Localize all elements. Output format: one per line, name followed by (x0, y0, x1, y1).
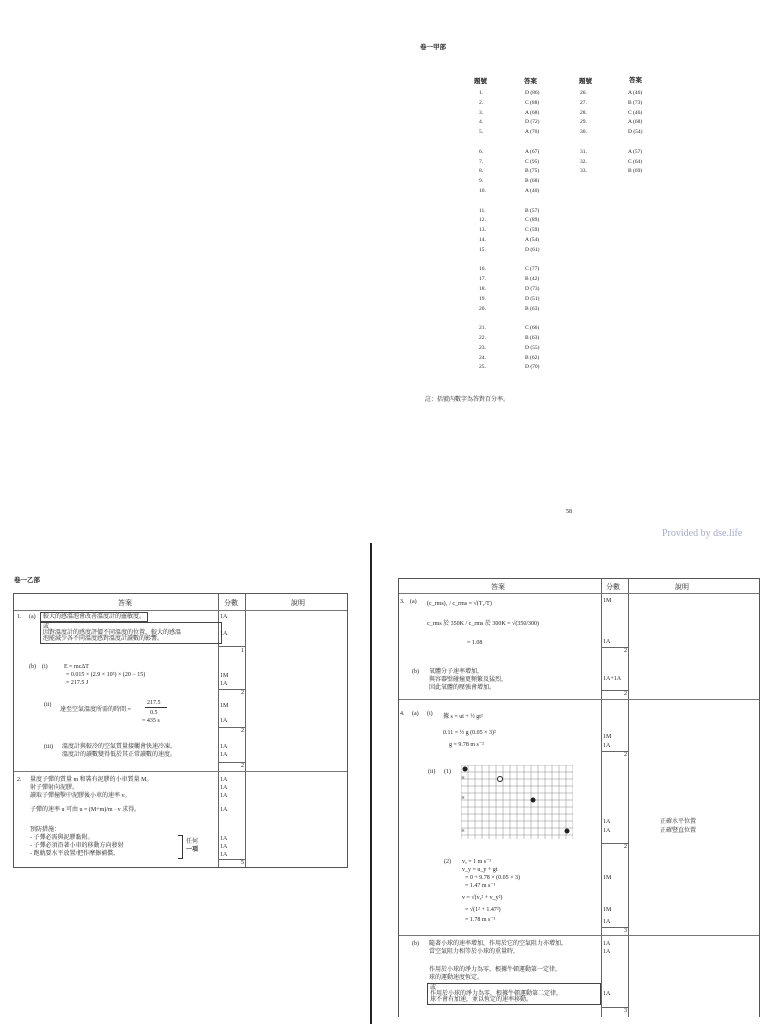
answer-cell: D (86) (525, 90, 540, 96)
plot-cross: × (461, 774, 465, 782)
answer-cell: A (54) (525, 236, 540, 243)
mark: 1M (603, 734, 612, 740)
answer-text: 溫度計的讀數變得低於其正常讀數的速度。 (62, 752, 177, 758)
plot-point (565, 829, 570, 834)
question-number: 19. (479, 295, 486, 302)
answer-cell: C (95) (525, 158, 540, 165)
col-answer-header: 答案 (491, 583, 505, 591)
brace-note: 一項 (186, 847, 199, 853)
answer-cell: B (62) (525, 354, 540, 361)
part-label: (b) (412, 669, 419, 675)
question-number: 2. (479, 99, 484, 106)
brace (178, 835, 183, 859)
header-question-1: 題號 (474, 78, 487, 85)
question-number: 31. (580, 148, 587, 155)
question-number: 30. (580, 129, 587, 136)
answer-cell: B (73) (628, 99, 643, 106)
answer-text: 溫度計與較冷的空氣質量接觸會快速冷凍。 (62, 744, 177, 750)
subtotal: 2 (241, 763, 244, 769)
answer-cell: A (68) (628, 119, 643, 126)
part-label: (i) (427, 711, 433, 717)
question-number: 25. (479, 364, 486, 371)
mark: 1A (220, 718, 228, 724)
col-notes-header: 說明 (291, 599, 305, 607)
part-label: (i) (42, 664, 48, 670)
subtotal: 2 (624, 648, 627, 654)
page-number: 58 (566, 509, 572, 515)
answer-cell: D (54) (628, 129, 643, 136)
part-label: (b) (29, 664, 36, 670)
mark: 1A (220, 752, 228, 758)
subtotal: 5 (241, 860, 244, 866)
scan-divider (370, 543, 372, 1024)
row-gap (628, 138, 643, 148)
plot-cross: × (461, 827, 465, 835)
mark: 1A (220, 793, 228, 799)
row-gap (580, 138, 587, 148)
answer-cell: B (57) (525, 207, 540, 214)
col-answer-header: 答案 (118, 599, 132, 607)
alternative-answer-box (40, 622, 222, 644)
subtotal: 2 (624, 844, 627, 850)
equation-line: 0.11 = ½ g (0.05 × 3)² (443, 730, 496, 736)
answer-cell: D (70) (525, 364, 540, 371)
question-number: 15. (479, 246, 486, 253)
equation-line: = √(1² + 1.47²) (465, 907, 501, 913)
question-number: 32. (580, 158, 587, 165)
answer-cell: C (66) (525, 325, 540, 332)
answer-cell: B (75) (525, 168, 540, 175)
equation-line: = 217.5 J (66, 680, 89, 686)
mark: 1A (603, 941, 611, 947)
percentage-note: 註：括號內數字為答對百分率。 (425, 397, 510, 403)
alternative-answer-box (427, 983, 601, 1005)
row-gap (479, 197, 486, 207)
part-label: (2) (444, 859, 451, 865)
fraction-denominator: 0.5 (150, 710, 158, 716)
equation-line: v = √(vₓ² + v_y²) (462, 895, 503, 901)
subtotal: 2 (624, 752, 627, 758)
answer-text: 氧體分子速率增加， (429, 669, 484, 675)
answer-text: 球的運動速度恆定。 (429, 975, 484, 981)
answer-cell: B (63) (525, 305, 540, 312)
right-answers (628, 89, 643, 177)
question-number: 1. (479, 90, 484, 96)
mark: 1A (603, 949, 611, 955)
answer-cell: D (72) (525, 119, 540, 126)
mark: 1A (603, 819, 611, 825)
mark: 1A (220, 785, 228, 791)
part-label: (a) (29, 614, 36, 620)
col-marks-header: 分數 (606, 583, 620, 591)
mark: 1A (220, 744, 228, 750)
fraction-numerator: 217.5 (147, 700, 161, 706)
row-gap (525, 314, 540, 324)
equation-line: = 0.015 × (2.9 × 10³) × (20 − 15) (66, 672, 146, 678)
part-label: (1) (444, 769, 451, 775)
precaution-item: - 跑軌要水平放置/把作摩擦補償。 (30, 851, 120, 857)
answer-cell: A (70) (525, 129, 540, 136)
answer-cell: D (55) (525, 344, 540, 351)
mark: 1A (603, 919, 611, 925)
question-number: 5. (479, 129, 484, 136)
row-gap (479, 256, 486, 266)
question-number: 11. (479, 207, 486, 214)
equation-line: = 1.78 m s⁻¹ (465, 917, 496, 923)
answer-text: 作用於小球的淨力為零，根據牛頓運動第二定律， (430, 991, 563, 997)
answer-cell: C (89) (525, 217, 540, 224)
mark: 1A (220, 852, 228, 858)
question-number: 21. (479, 325, 486, 332)
answer-text: 當空氣阻力相等於小球的重量時， (429, 949, 520, 955)
question-number: 26. (580, 90, 587, 96)
mark: 1A (603, 991, 611, 997)
plot-point (463, 767, 468, 772)
left-question-numbers (479, 89, 486, 373)
question-number: 23. (479, 344, 486, 351)
question-number: 3. (400, 599, 405, 605)
answer-cell: B (69) (628, 168, 643, 175)
question-number: 1. (17, 614, 22, 620)
question-number: 14. (479, 236, 486, 243)
header-question-2: 題號 (579, 78, 592, 85)
question-number: 6. (479, 148, 484, 155)
question-number: 16. (479, 266, 486, 273)
mark: 1A (603, 639, 611, 645)
question-number: 22. (479, 334, 486, 341)
equation-line: 達至空氣溫度所需的時間 = (60, 707, 131, 713)
part-label: (a) (410, 599, 417, 605)
mark: 1A (220, 681, 228, 687)
question-number: 9. (479, 178, 484, 185)
question-number: 4. (479, 119, 484, 126)
row-gap (525, 256, 540, 266)
part-label: (a) (412, 711, 419, 717)
part-label: (ii) (428, 769, 436, 775)
equation-line: g = 9.78 m s⁻² (449, 742, 484, 748)
answer-text: 因對溫度計的感度評價不同溫度的位置，較大的感溫 (43, 630, 182, 636)
answer-text: 隨著小球的速率增加，作用於它的空氣阻力亦增加， (429, 941, 568, 947)
mark: 1A+1A (603, 676, 622, 682)
answer-cell: B (68) (525, 178, 540, 185)
subtotal: 2 (624, 691, 627, 697)
trajectory-graph (461, 765, 573, 839)
row-gap (525, 138, 540, 148)
mark: 1A (220, 844, 228, 850)
mark: 1M (603, 907, 612, 913)
answer-text: 與容器壁碰撞更頻繁及猛烈， (429, 677, 508, 683)
or-label: 或 (43, 624, 50, 630)
question-number: 8. (479, 168, 484, 175)
answer-text: 較大的感溫泡會改善溫度計的靈敏度。 (40, 612, 148, 622)
precaution-item: - 子彈必需與泥膠黏附。 (30, 835, 94, 841)
mark: 1A (220, 807, 228, 813)
equation-line: = 435 s (142, 718, 160, 724)
answer-cell: A (57) (628, 148, 643, 155)
answer-cell: D (73) (525, 285, 540, 292)
answer-cell: A (67) (525, 148, 540, 155)
or-label: 或 (430, 985, 437, 991)
header-answer-2: 答案 (629, 77, 642, 84)
answer-text: 球不會有加速，並以恆定的速率移動。 (430, 997, 533, 1003)
answer-text: 量度子彈的質量 m 和裝有泥膠的小車質量 M。 (30, 777, 153, 783)
mark: 1A (603, 743, 611, 749)
question-number: 4. (400, 711, 405, 717)
answer-cell: C (59) (525, 227, 540, 234)
section-b-right-table (398, 578, 760, 1017)
answer-text: 射子彈射向泥膠。 (30, 785, 79, 791)
subtotal: 2 (241, 728, 244, 734)
answer-cell: A (68) (525, 109, 540, 116)
mark: 1A (220, 777, 228, 783)
brace-note: 任何 (186, 839, 199, 845)
answer-cell: A (46) (628, 90, 643, 96)
equation-line: c_rms 於 350K / c_rms 於 300K = √(350/300) (427, 621, 539, 627)
row-gap (479, 314, 486, 324)
section-b-title: 卷一乙部 (14, 577, 40, 584)
mark: 1A (220, 836, 228, 842)
left-answers (525, 89, 540, 373)
subtotal: 3 (624, 928, 627, 934)
question-number: 17. (479, 276, 486, 283)
header-answer-1: 答案 (524, 78, 537, 85)
question-number: 10. (479, 187, 486, 194)
answer-cell: C (46) (628, 109, 643, 116)
question-number: 24. (479, 354, 486, 361)
answer-cell: D (51) (525, 295, 540, 302)
subtotal: 1 (241, 648, 244, 654)
answer-cell: C (77) (525, 266, 540, 273)
answer-cell: B (63) (525, 334, 540, 341)
section-a-title: 卷一甲部 (420, 44, 446, 51)
answer-text: 讀取子彈撞擊中泥膠後小車的速率 v。 (30, 793, 131, 799)
answer-cell: C (64) (628, 158, 643, 165)
precaution-item: - 子彈必須沿著小車的移動方向發射 (30, 843, 124, 849)
answer-cell: C (88) (525, 99, 540, 106)
subtotal: 3 (624, 1008, 627, 1014)
right-question-numbers (580, 89, 587, 177)
answer-cell: A (40) (525, 187, 540, 194)
question-number: 3. (479, 109, 484, 116)
plot-point (498, 777, 503, 782)
mark: 1M (220, 703, 229, 709)
subtotal: 2 (241, 690, 244, 696)
row-gap (479, 138, 486, 148)
watermark-text: Provided by dse.life (662, 528, 743, 539)
equation-line: vₓ = 1 m s⁻¹ (462, 859, 492, 865)
mark: 1M (603, 598, 612, 604)
equation-line: v_y = u_y + gt (462, 867, 498, 873)
answer-text: 因此氧體的壓強會增加。 (429, 685, 496, 691)
part-label: (ii) (44, 702, 52, 708)
plot-point (531, 798, 536, 803)
answer-text: 子彈的速率 u 可由 u = (M+m)/m · v 求得。 (30, 807, 141, 813)
question-number: 13. (479, 227, 486, 234)
plot-cross: × (461, 794, 465, 802)
col-notes-header: 說明 (675, 583, 689, 591)
equation-line: = 1.47 m s⁻¹ (465, 883, 496, 889)
row-gap (525, 197, 540, 207)
question-number: 2. (17, 777, 22, 783)
question-number: 20. (479, 305, 486, 312)
question-number: 29. (580, 119, 587, 126)
mark: 1A (220, 631, 228, 637)
part-label: (iii) (44, 744, 53, 750)
equation-line: (c_rms)₁ / c_rms = √(T₁/T) (427, 601, 492, 607)
marking-note: 正確水平位置 (660, 819, 697, 825)
answer-cell: D (61) (525, 246, 540, 253)
mark: 1A (603, 828, 611, 834)
question-number: 12. (479, 217, 486, 224)
mark: 1M (220, 673, 229, 679)
mark: 1M (603, 875, 612, 881)
answer-cell: B (42) (525, 276, 540, 283)
question-number: 33. (580, 168, 587, 175)
answer-text: 作用於小球的淨力為零，根據牛頓運動第一定律， (429, 967, 562, 973)
question-number: 28. (580, 109, 587, 116)
equation-line: = 0 + 9.78 × (0.05 × 3) (465, 875, 521, 881)
precautions-title: 預防措施： (30, 827, 61, 833)
marking-note: 正確豎直位置 (660, 828, 697, 834)
equation-line: 據 s = ut + ½ gt² (443, 714, 483, 720)
section-b-left-table (13, 593, 348, 868)
answer-text: 泡能減少各不同溫度感對溫度計讀數的影響。 (43, 636, 164, 642)
question-number: 18. (479, 285, 486, 292)
part-label: (b) (412, 941, 419, 947)
mark: 1A (220, 614, 228, 620)
equation-line: = 1.08 (467, 640, 483, 646)
equation-line: E = mcΔT (64, 664, 89, 670)
col-marks-header: 分數 (224, 599, 238, 607)
question-number: 7. (479, 158, 484, 165)
question-number: 27. (580, 99, 587, 106)
